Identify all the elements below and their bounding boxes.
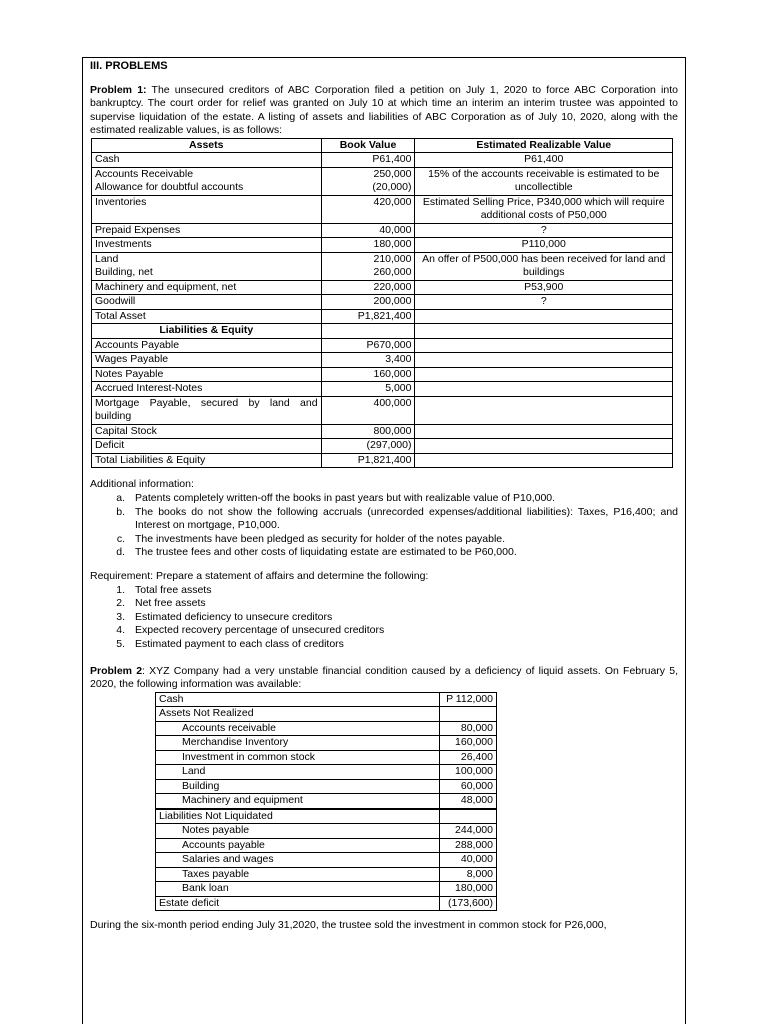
cash-row-label: Cash bbox=[156, 692, 440, 707]
liability-empty bbox=[415, 453, 673, 468]
table-row bbox=[92, 367, 673, 382]
liability-row-label: Notes payable bbox=[156, 824, 440, 839]
table-row bbox=[92, 252, 673, 280]
asset-realizable-value: P53,900 bbox=[415, 280, 673, 295]
additional-item bbox=[90, 492, 678, 506]
col-header-assets: Assets bbox=[92, 138, 322, 153]
table-row bbox=[92, 309, 673, 324]
liability-row-value: 40,000 bbox=[440, 853, 497, 868]
additional-information bbox=[90, 478, 678, 560]
assets-not-realized-row bbox=[156, 707, 497, 722]
asset-row bbox=[156, 779, 497, 794]
liability-book-value: 800,000 bbox=[321, 424, 415, 439]
asset-realizable-value: P61,400 bbox=[415, 153, 673, 168]
list-text: Total free assets bbox=[135, 583, 212, 596]
liability-book-value: 5,000 bbox=[321, 382, 415, 397]
liabilities-header: Liabilities & Equity bbox=[92, 324, 322, 339]
table-row bbox=[92, 223, 673, 238]
liability-name: Wages Payable bbox=[92, 353, 322, 368]
asset-realizable-value: P110,000 bbox=[415, 238, 673, 253]
liability-empty bbox=[415, 439, 673, 454]
list-marker: a. bbox=[116, 492, 125, 505]
liability-name: Capital Stock bbox=[92, 424, 322, 439]
liability-name: Accrued Interest-Notes bbox=[92, 382, 322, 397]
list-marker: d. bbox=[116, 546, 125, 559]
problem2-closing: During the six-month period ending July 31,2020, the trustee sold the investment in common stock for P26,000, bbox=[90, 919, 607, 932]
asset-book-value: 210,000 260,000 bbox=[321, 252, 415, 280]
table-row bbox=[92, 295, 673, 310]
liability-row bbox=[156, 838, 497, 853]
asset-realizable-value: An offer of P500,000 has been received for land and buildings bbox=[415, 252, 673, 280]
liability-row-value: 288,000 bbox=[440, 838, 497, 853]
asset-realizable-value: ? bbox=[415, 295, 673, 310]
liabilities-not-liquidated-row bbox=[156, 809, 497, 824]
list-text: Expected recovery percentage of unsecured creditors bbox=[135, 624, 385, 637]
liability-row-label: Salaries and wages bbox=[156, 853, 440, 868]
assets-not-realized-row-value bbox=[440, 707, 497, 722]
requirements bbox=[90, 570, 678, 652]
liability-name: Accounts Payable bbox=[92, 338, 322, 353]
asset-row bbox=[156, 736, 497, 751]
asset-book-value: 200,000 bbox=[321, 295, 415, 310]
liability-row bbox=[156, 882, 497, 897]
asset-row-label: Land bbox=[156, 765, 440, 780]
liability-empty bbox=[415, 353, 673, 368]
table-row bbox=[92, 382, 673, 397]
table-row bbox=[92, 424, 673, 439]
asset-row-label: Machinery and equipment bbox=[156, 794, 440, 809]
problem2-table bbox=[155, 692, 497, 912]
asset-name: Machinery and equipment, net bbox=[92, 280, 322, 295]
asset-book-value: 420,000 bbox=[321, 195, 415, 223]
estate-deficit-row-value: (173,600) bbox=[440, 896, 497, 911]
list-text: The books do not show the following accruals (unrecorded expenses/additional liabilities): Taxes, P16,400; and Interest on mortgage, P10,000. bbox=[135, 505, 678, 532]
asset-book-value: 250,000 (20,000) bbox=[321, 167, 415, 195]
cash-row bbox=[156, 692, 497, 707]
list-marker: 4. bbox=[116, 624, 125, 637]
list-text: Estimated deficiency to unsecure creditors bbox=[135, 610, 333, 623]
document-page bbox=[82, 57, 686, 1024]
asset-book-value: 220,000 bbox=[321, 280, 415, 295]
asset-name: Inventories bbox=[92, 195, 322, 223]
liability-row bbox=[156, 853, 497, 868]
additional-title: Additional information: bbox=[90, 478, 194, 491]
col-header-book-value: Book Value bbox=[321, 138, 415, 153]
asset-realizable-value: 15% of the accounts receivable is estimated to be uncollectible bbox=[415, 167, 673, 195]
estate-deficit-row bbox=[156, 896, 497, 911]
assets-body bbox=[92, 153, 673, 324]
asset-name: Prepaid Expenses bbox=[92, 223, 322, 238]
asset-row-value: 100,000 bbox=[440, 765, 497, 780]
list-marker: 5. bbox=[116, 638, 125, 650]
asset-book-value: 180,000 bbox=[321, 238, 415, 253]
liability-row-label: Bank loan bbox=[156, 882, 440, 897]
liability-book-value: 400,000 bbox=[321, 396, 415, 424]
liability-row-label: Taxes payable bbox=[156, 867, 440, 882]
liability-empty bbox=[415, 424, 673, 439]
asset-row bbox=[156, 721, 497, 736]
asset-name: Goodwill bbox=[92, 295, 322, 310]
asset-realizable-value bbox=[415, 309, 673, 324]
asset-row-label: Building bbox=[156, 779, 440, 794]
liability-empty bbox=[415, 367, 673, 382]
problem2-label: Problem 2 bbox=[90, 664, 143, 677]
table-row bbox=[92, 439, 673, 454]
additional-item bbox=[90, 533, 678, 547]
asset-row-value: 60,000 bbox=[440, 779, 497, 794]
additional-list bbox=[90, 492, 678, 560]
liability-name: Notes Payable bbox=[92, 367, 322, 382]
liabilities-not-liquidated-row-label: Liabilities Not Liquidated bbox=[156, 809, 440, 824]
asset-book-value: 40,000 bbox=[321, 223, 415, 238]
requirement-item bbox=[90, 584, 678, 598]
asset-book-value: P61,400 bbox=[321, 153, 415, 168]
col-header-erv: Estimated Realizable Value bbox=[415, 138, 673, 153]
cash-row-value: P 112,000 bbox=[440, 692, 497, 707]
table-row bbox=[92, 453, 673, 468]
asset-row-value: 80,000 bbox=[440, 721, 497, 736]
liability-book-value: (297,000) bbox=[321, 439, 415, 454]
liability-row-value: 244,000 bbox=[440, 824, 497, 839]
liability-name: Total Liabilities & Equity bbox=[92, 453, 322, 468]
additional-item bbox=[90, 546, 678, 560]
table-row bbox=[92, 167, 673, 195]
asset-row-label: Accounts receivable bbox=[156, 721, 440, 736]
table-row bbox=[92, 338, 673, 353]
problem1-label: Problem 1: bbox=[90, 83, 147, 96]
table-row bbox=[92, 153, 673, 168]
asset-realizable-value: ? bbox=[415, 223, 673, 238]
asset-book-value: P1,821,400 bbox=[321, 309, 415, 324]
list-text: Patents completely written-off the books in past years but with realizable value of P10,000. bbox=[135, 492, 556, 505]
asset-row bbox=[156, 750, 497, 765]
asset-row-value: 48,000 bbox=[440, 794, 497, 809]
liability-row bbox=[156, 867, 497, 882]
list-marker: 1. bbox=[116, 583, 125, 596]
table-row bbox=[92, 396, 673, 424]
liability-name: Mortgage Payable, secured by land and building bbox=[92, 396, 322, 424]
asset-row bbox=[156, 794, 497, 809]
table-row bbox=[92, 195, 673, 223]
liabilities-not-liquidated-row-value bbox=[440, 809, 497, 824]
liability-row-label: Accounts payable bbox=[156, 838, 440, 853]
assets-liabilities-table bbox=[91, 138, 673, 469]
liabilities-body bbox=[92, 338, 673, 468]
problem2-intro bbox=[90, 665, 678, 692]
list-text: The trustee fees and other costs of liquidating estate are estimated to be P60,000. bbox=[135, 546, 517, 559]
liability-row-value: 180,000 bbox=[440, 882, 497, 897]
liability-book-value: 160,000 bbox=[321, 367, 415, 382]
list-text: The investments have been pledged as security for holder of the notes payable. bbox=[135, 532, 506, 545]
table-row bbox=[92, 280, 673, 295]
liability-book-value: P670,000 bbox=[321, 338, 415, 353]
asset-row-value: 26,400 bbox=[440, 750, 497, 765]
asset-row-label: Investment in common stock bbox=[156, 750, 440, 765]
assets-not-realized-row-label: Assets Not Realized bbox=[156, 707, 440, 722]
requirement-item bbox=[90, 611, 678, 625]
requirement-list bbox=[90, 584, 678, 652]
problem2-text: : XYZ Company had a very unstable financial condition caused by a deficiency of liquid assets. On February 5, 2020, the following information was available: bbox=[90, 664, 678, 691]
asset-name: Investments bbox=[92, 238, 322, 253]
list-marker: 3. bbox=[116, 610, 125, 623]
liability-row bbox=[156, 824, 497, 839]
asset-row bbox=[156, 765, 497, 780]
asset-row-value: 160,000 bbox=[440, 736, 497, 751]
asset-name: Accounts Receivable Allowance for doubtful accounts bbox=[92, 167, 322, 195]
requirement-item bbox=[90, 638, 678, 652]
list-marker: b. bbox=[116, 505, 125, 518]
estate-deficit-row-label: Estate deficit bbox=[156, 896, 440, 911]
liability-book-value: P1,821,400 bbox=[321, 453, 415, 468]
liability-row-value: 8,000 bbox=[440, 867, 497, 882]
list-marker: 2. bbox=[116, 597, 125, 610]
table-row bbox=[92, 353, 673, 368]
problem1-text: The unsecured creditors of ABC Corporation filed a petition on July 1, 2020 to force ABC Corporation into bankruptcy. The court order for relief was granted on July 10 at which time an interim an interim trustee was appointed to supervise liquidation of the estate. A listing of assets and liabilities of ABC Corporation as of July 10, 2020, along with the estimated realizable values, is as follows: bbox=[90, 83, 678, 137]
liability-name: Deficit bbox=[92, 439, 322, 454]
liability-book-value: 3,400 bbox=[321, 353, 415, 368]
additional-item bbox=[90, 506, 678, 533]
table-row bbox=[92, 238, 673, 253]
list-marker: c. bbox=[116, 532, 125, 545]
asset-name: Cash bbox=[92, 153, 322, 168]
asset-name: Total Asset bbox=[92, 309, 322, 324]
list-text: Estimated payment to each class of creditors bbox=[135, 638, 344, 650]
liability-empty bbox=[415, 382, 673, 397]
requirement-title: Requirement: Prepare a statement of affairs and determine the following: bbox=[90, 570, 429, 583]
requirement-item bbox=[90, 597, 678, 611]
asset-realizable-value: Estimated Selling Price, P340,000 which will require additional costs of P50,000 bbox=[415, 195, 673, 223]
list-text: Net free assets bbox=[135, 597, 206, 610]
problem1-intro bbox=[90, 84, 678, 138]
requirement-item bbox=[90, 624, 678, 638]
liability-empty bbox=[415, 396, 673, 424]
liability-empty bbox=[415, 338, 673, 353]
asset-row-label: Merchandise Inventory bbox=[156, 736, 440, 751]
asset-name: Land Building, net bbox=[92, 252, 322, 280]
section-title: III. PROBLEMS bbox=[90, 60, 168, 72]
